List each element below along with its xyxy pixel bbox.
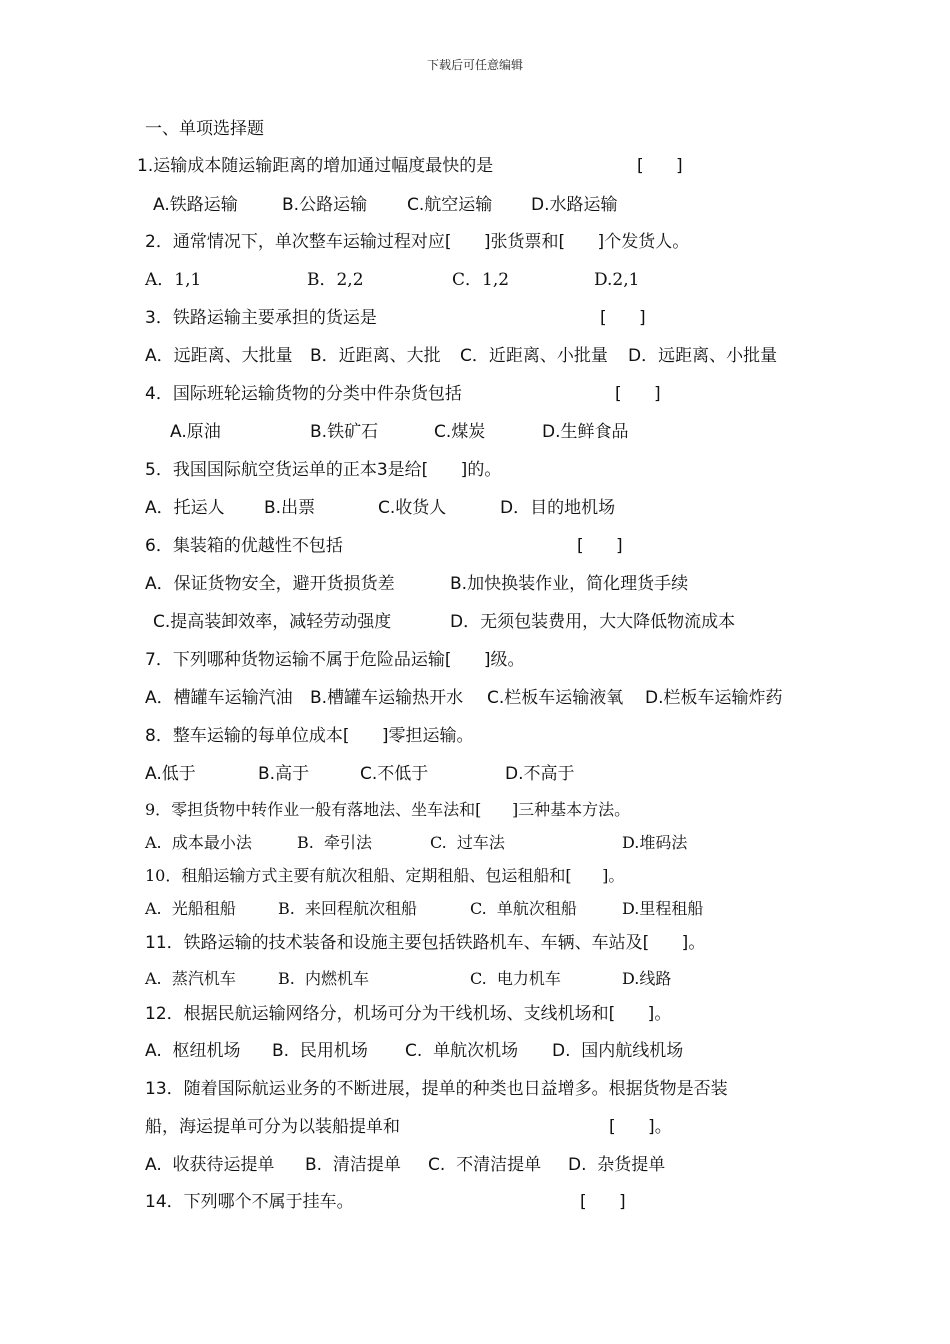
question-12-stem: 12．根据民航运输网络分，机场可分为干线机场、支线机场和[ ]。 bbox=[145, 1004, 672, 1024]
question-11-option-d: D.线路 bbox=[622, 969, 672, 988]
question-13-stem-line-1: 13．随着国际航运业务的不断进展，提单的种类也日益增多。根据货物是否装 bbox=[145, 1079, 728, 1099]
question-8-stem: 8．整车运输的每单位成本[ ]零担运输。 bbox=[145, 726, 474, 746]
question-4-option-d: D.生鲜食品 bbox=[542, 422, 629, 442]
question-9-option-a: A. 成本最小法 bbox=[145, 833, 252, 852]
page-header: 下载后可任意编辑 bbox=[426, 58, 523, 72]
question-3-answer-bracket: [ ] bbox=[600, 308, 646, 328]
question-11-stem: 11．铁路运输的技术装备和设施主要包括铁路机车、车辆、车站及[ ]。 bbox=[145, 933, 706, 953]
section-title: 一、单项选择题 bbox=[145, 119, 264, 139]
question-10-option-d: D.里程租船 bbox=[622, 899, 704, 918]
question-3-options bbox=[0, 345, 950, 367]
question-3-option-c: C．近距离、小批量 bbox=[460, 346, 608, 366]
question-4-answer-bracket: [ ] bbox=[615, 384, 661, 404]
question-2-stem: 2．通常情况下，单次整车运输过程对应[ ]张货票和[ ]个发货人。 bbox=[145, 232, 690, 252]
question-1-option-d: D.水路运输 bbox=[531, 195, 618, 215]
question-11-option-b: B. 内燃机车 bbox=[278, 969, 370, 988]
question-7-stem: 7．下列哪种货物运输不属于危险品运输[ ]级。 bbox=[145, 650, 525, 670]
question-1-answer-bracket: [ ] bbox=[637, 156, 683, 176]
question-11-options bbox=[0, 968, 950, 990]
question-1-option-b: B.公路运输 bbox=[282, 195, 368, 215]
question-6-options-row-2 bbox=[0, 611, 950, 633]
question-12-options bbox=[0, 1040, 950, 1062]
question-4-options bbox=[0, 421, 950, 443]
question-8-option-b: B.高于 bbox=[258, 764, 310, 784]
question-13-stem-line-2: 船，海运提单可分为以装船提单和 bbox=[145, 1117, 400, 1137]
question-5-option-c: C.收货人 bbox=[378, 498, 447, 518]
question-10-option-b: B. 来回程航次租船 bbox=[278, 899, 418, 918]
question-7-option-a: A．槽罐车运输汽油 bbox=[145, 688, 293, 708]
question-12-option-c: C. 单航次机场 bbox=[405, 1041, 519, 1061]
question-8-option-a: A.低于 bbox=[145, 764, 196, 784]
question-13-answer-bracket: [ ]。 bbox=[609, 1117, 672, 1137]
question-11-option-a: A. 蒸汽机车 bbox=[145, 969, 236, 988]
question-1-stem: 1.运输成本随运输距离的增加通过幅度最快的是 bbox=[137, 156, 494, 176]
question-6-option-a: A．保证货物安全，避开货损货差 bbox=[145, 574, 395, 594]
question-3-stem: 3．铁路运输主要承担的货运是 bbox=[145, 308, 377, 328]
question-2-options bbox=[0, 269, 950, 291]
question-13-option-c: C. 不清洁提单 bbox=[428, 1155, 542, 1175]
question-13-option-b: B. 清洁提单 bbox=[305, 1155, 401, 1175]
question-13-options bbox=[0, 1154, 950, 1176]
question-9-option-b: B. 牵引法 bbox=[297, 833, 373, 852]
question-6-answer-bracket: [ ] bbox=[577, 536, 623, 556]
question-6-option-b: B.加快换装作业，简化理货手续 bbox=[450, 574, 689, 594]
question-5-stem: 5．我国国际航空货运单的正本3是给[ ]的。 bbox=[145, 460, 502, 480]
question-2-option-d: D.2,1 bbox=[594, 270, 640, 290]
question-8-option-c: C.不低于 bbox=[360, 764, 429, 784]
question-12-option-d: D. 国内航线机场 bbox=[552, 1041, 684, 1061]
question-14-answer-bracket: [ ] bbox=[580, 1192, 626, 1212]
question-10-stem: 10．租船运输方式主要有航次租船、定期租船、包运租船和[ ]。 bbox=[145, 866, 625, 885]
question-7-options bbox=[0, 687, 950, 709]
question-10-option-c: C. 单航次租船 bbox=[470, 899, 577, 918]
question-9-options bbox=[0, 832, 950, 854]
question-11-option-c: C. 电力机车 bbox=[470, 969, 561, 988]
question-13-option-d: D. 杂货提单 bbox=[568, 1155, 666, 1175]
question-3-option-d: D．远距离、小批量 bbox=[628, 346, 778, 366]
question-8-options bbox=[0, 763, 950, 785]
question-6-option-c: C.提高装卸效率，减轻劳动强度 bbox=[153, 612, 392, 632]
question-12-option-b: B. 民用机场 bbox=[272, 1041, 368, 1061]
question-1-options bbox=[0, 194, 950, 216]
question-9-option-d: D.堆码法 bbox=[622, 833, 688, 852]
question-5-option-b: B.出票 bbox=[264, 498, 316, 518]
question-4-stem: 4．国际班轮运输货物的分类中件杂货包括 bbox=[145, 384, 462, 404]
question-6-stem: 6．集装箱的优越性不包括 bbox=[145, 536, 343, 556]
question-1-option-c: C.航空运输 bbox=[407, 195, 493, 215]
question-7-option-d: D.栏板车运输炸药 bbox=[645, 688, 783, 708]
question-1-option-a: A.铁路运输 bbox=[153, 195, 238, 215]
question-10-options bbox=[0, 898, 950, 920]
question-2-option-b: B．2,2 bbox=[307, 270, 364, 290]
question-14-stem: 14．下列哪个不属于挂车。 bbox=[145, 1192, 354, 1212]
question-12-option-a: A. 枢纽机场 bbox=[145, 1041, 241, 1061]
question-3-option-a: A．远距离、大批量 bbox=[145, 346, 293, 366]
question-13-option-a: A. 收获待运提单 bbox=[145, 1155, 275, 1175]
question-2-option-a: A．1,1 bbox=[145, 270, 202, 290]
question-7-option-c: C.栏板车运输液氧 bbox=[487, 688, 624, 708]
question-6-options-row-1 bbox=[0, 573, 950, 595]
question-9-stem: 9．零担货物中转作业一般有落地法、坐车法和[ ]三种基本方法。 bbox=[145, 800, 631, 819]
question-5-options bbox=[0, 497, 950, 519]
question-4-option-b: B.铁矿石 bbox=[310, 422, 379, 442]
question-6-option-d: D．无须包装费用，大大降低物流成本 bbox=[450, 612, 736, 632]
question-4-option-a: A.原油 bbox=[170, 422, 221, 442]
question-5-option-d: D．目的地机场 bbox=[500, 498, 616, 518]
question-8-option-d: D.不高于 bbox=[505, 764, 575, 784]
question-7-option-b: B.槽罐车运输热开水 bbox=[310, 688, 464, 708]
question-10-option-a: A. 光船租船 bbox=[145, 899, 236, 918]
question-9-option-c: C. 过车法 bbox=[430, 833, 505, 852]
question-5-option-a: A．托运人 bbox=[145, 498, 225, 518]
question-2-option-c: C．1,2 bbox=[452, 270, 510, 290]
question-4-option-c: C.煤炭 bbox=[434, 422, 486, 442]
question-3-option-b: B．近距离、大批 bbox=[310, 346, 441, 366]
